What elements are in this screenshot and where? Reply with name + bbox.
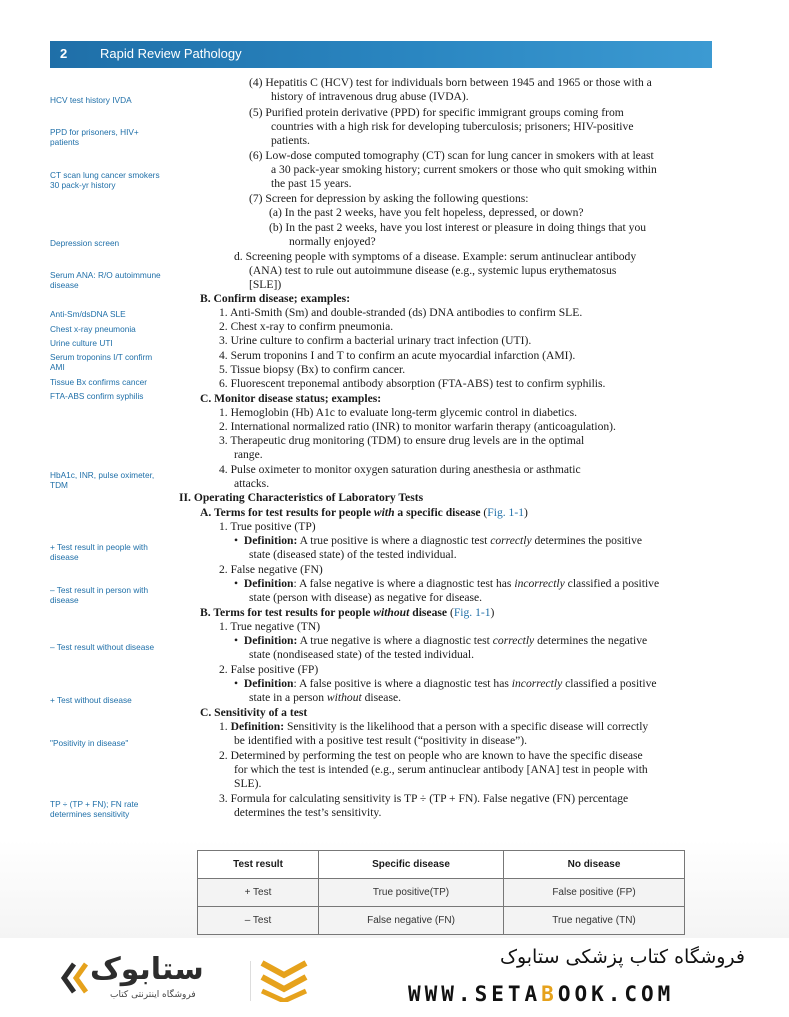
side-note: – Test result in person with disease bbox=[50, 585, 149, 605]
text-line: (a) In the past 2 weeks, have you felt hopeless, depressed, or down? bbox=[269, 206, 584, 219]
stacked-chevrons-icon bbox=[250, 957, 310, 1002]
text-line: the past 15 years. bbox=[271, 177, 352, 190]
text-line: normally enjoyed? bbox=[289, 235, 376, 248]
text-line: determines the test’s sensitivity. bbox=[234, 806, 382, 819]
text-line: 1. True negative (TN) bbox=[219, 620, 321, 633]
side-note: Depression screen bbox=[50, 238, 120, 248]
side-note: – Test result without disease bbox=[50, 642, 155, 652]
text-line: (b) In the past 2 weeks, have you lost interest or pleasure in doing things that you bbox=[269, 221, 647, 234]
text-line: be identified with a positive test result (“positivity in disease”). bbox=[234, 734, 527, 747]
text-line: 2. Determined by performing the test on people who are known to have the specific disease bbox=[219, 749, 643, 762]
table-cell: True positive(TP) bbox=[319, 879, 504, 907]
text-line: 5. Tissue biopsy (Bx) to confirm cancer. bbox=[219, 363, 406, 376]
side-note: TP ÷ (TP + FN); FN rate determines sensitivity bbox=[50, 799, 139, 819]
text-line: (ANA) test to rule out autoimmune disease (e.g., systemic lupus erythematosus bbox=[249, 264, 617, 277]
text-line: (7) Screen for depression by asking the following questions: bbox=[249, 192, 529, 205]
text-line: 3. Therapeutic drug monitoring (TDM) to ensure drug levels are in the optimal bbox=[219, 434, 585, 447]
section-heading: B. Confirm disease; examples: bbox=[200, 292, 351, 305]
column-header: No disease bbox=[504, 851, 685, 879]
section-heading: C. Sensitivity of a test bbox=[200, 706, 308, 719]
text-line: state in a person without disease. bbox=[249, 691, 401, 704]
side-note: Serum troponins I/T confirm AMI bbox=[50, 352, 153, 372]
side-note: Tissue Bx confirms cancer bbox=[50, 377, 147, 387]
text-line: state (nondiseased state) of the tested individual. bbox=[249, 648, 475, 661]
text-line: patients. bbox=[271, 134, 310, 147]
logo-subtitle: فروشگاه اینترنتی کتاب bbox=[110, 990, 196, 1000]
text-line: 2. Chest x-ray to confirm pneumonia. bbox=[219, 320, 394, 333]
text-line: 2. International normalized ratio (INR) to monitor warfarin therapy (anticoagulation). bbox=[219, 420, 616, 433]
text-line: state (diseased state) of the tested individual. bbox=[249, 548, 457, 561]
section-heading: B. Terms for test results for people without disease (Fig. 1-1) bbox=[200, 606, 495, 619]
text-line: 1. Hemoglobin (Hb) A1c to evaluate long-term glycemic control in diabetics. bbox=[219, 406, 578, 419]
side-note: Chest x-ray pneumonia bbox=[50, 324, 136, 334]
side-note: "Positivity in disease" bbox=[50, 738, 129, 748]
text-line: for which the test is intended (e.g., serum antinuclear antibody [ANA] test in people with bbox=[234, 763, 648, 776]
text-line: • Definition: A false positive is where a diagnostic test has incorrectly classified a positive bbox=[234, 677, 657, 690]
text-line: countries with a high risk for developing tuberculosis; prisoners; HIV-positive bbox=[271, 120, 634, 133]
side-note: FTA-ABS confirm syphilis bbox=[50, 391, 144, 401]
side-note: Serum ANA: R/O autoimmune disease bbox=[50, 270, 161, 290]
section-heading: C. Monitor disease status; examples: bbox=[200, 392, 382, 405]
text-line: 1. Anti-Smith (Sm) and double-stranded (ds) DNA antibodies to confirm SLE. bbox=[219, 306, 583, 319]
double-chevron-icon bbox=[60, 960, 90, 1000]
side-note: Urine culture UTI bbox=[50, 338, 113, 348]
table-cell: – Test bbox=[198, 907, 319, 935]
side-note: CT scan lung cancer smokers 30 pack-yr history bbox=[50, 170, 160, 190]
table-row bbox=[198, 879, 685, 907]
text-line: range. bbox=[234, 448, 263, 461]
side-note: PPD for prisoners, HIV+ patients bbox=[50, 127, 139, 147]
side-note: HbA1c, INR, pulse oximeter, TDM bbox=[50, 470, 155, 490]
text-line: 2. False positive (FP) bbox=[219, 663, 319, 676]
store-title: فروشگاه کتاب پزشکی ستابوک bbox=[499, 946, 745, 968]
text-line: 6. Fluorescent treponemal antibody absorption (FTA-ABS) test to confirm syphilis. bbox=[219, 377, 606, 390]
section-heading: II. Operating Characteristics of Laboratory Tests bbox=[179, 491, 424, 504]
text-line: • Definition: A true negative is where a diagnostic test correctly determines the negative bbox=[234, 634, 648, 647]
logo-word: ستابوک bbox=[90, 952, 204, 987]
text-line: 3. Urine culture to confirm a bacterial urinary tract infection (UTI). bbox=[219, 334, 532, 347]
text-line: attacks. bbox=[234, 477, 270, 490]
text-line: 1. True positive (TP) bbox=[219, 520, 316, 533]
text-line: (4) Hepatitis C (HCV) test for individuals born between 1945 and 1965 or those with a bbox=[249, 76, 652, 89]
text-line: (6) Low-dose computed tomography (CT) scan for lung cancer in smokers with at least bbox=[249, 149, 654, 162]
text-line: 2. False negative (FN) bbox=[219, 563, 323, 576]
text-line: d. Screening people with symptoms of a disease. Example: serum antinuclear antibody bbox=[234, 250, 637, 263]
side-note: + Test without disease bbox=[50, 695, 132, 705]
text-line: 1. Definition: Sensitivity is the likelihood that a person with a specific disease will correctly bbox=[219, 720, 649, 733]
column-header: Specific disease bbox=[319, 851, 504, 879]
text-line: 4. Pulse oximeter to monitor oxygen saturation during anesthesia or asthmatic bbox=[219, 463, 581, 476]
text-line: • Definition: A true positive is where a diagnostic test correctly determines the positive bbox=[234, 534, 643, 547]
page-header bbox=[50, 41, 712, 68]
text-line: 4. Serum troponins I and T to confirm an acute myocardial infarction (AMI). bbox=[219, 349, 576, 362]
text-line: [SLE]) bbox=[249, 278, 282, 291]
book-title: Rapid Review Pathology bbox=[100, 46, 242, 61]
table-row bbox=[198, 907, 685, 935]
side-note: Anti-Sm/dsDNA SLE bbox=[50, 309, 126, 319]
side-note: HCV test history IVDA bbox=[50, 95, 132, 105]
section-heading: A. Terms for test results for people with a specific disease (Fig. 1-1) bbox=[200, 506, 528, 519]
store-url[interactable]: WWW.SETABOOK.COM bbox=[408, 982, 675, 1006]
text-line: • Definition: A false negative is where a diagnostic test has incorrectly classified a positive bbox=[234, 577, 660, 590]
page-number: 2 bbox=[60, 46, 68, 61]
text-line: state (person with disease) as negative for disease. bbox=[249, 591, 483, 604]
table-cell: + Test bbox=[198, 879, 319, 907]
table-cell: True negative (TN) bbox=[504, 907, 685, 935]
text-line: (5) Purified protein derivative (PPD) for specific immigrant groups coming from bbox=[249, 106, 624, 119]
column-header: Test result bbox=[198, 851, 319, 879]
side-note: + Test result in people with disease bbox=[50, 542, 148, 562]
figure-link[interactable]: Fig. 1-1 bbox=[453, 606, 491, 619]
text-line: 3. Formula for calculating sensitivity is TP ÷ (TP + FN). False negative (FN) percentage bbox=[219, 792, 629, 805]
table-cell: False positive (FP) bbox=[504, 879, 685, 907]
text-line: a 30 pack-year smoking history; current smokers or those who quit smoking within bbox=[271, 163, 657, 176]
table-header-row bbox=[198, 851, 685, 879]
table-cell: False negative (FN) bbox=[319, 907, 504, 935]
text-line: SLE). bbox=[234, 777, 262, 790]
store-logo bbox=[60, 950, 240, 1005]
figure-link[interactable]: Fig. 1-1 bbox=[487, 506, 524, 519]
test-result-table bbox=[197, 850, 685, 935]
text-line: history of intravenous drug abuse (IVDA). bbox=[271, 90, 469, 103]
